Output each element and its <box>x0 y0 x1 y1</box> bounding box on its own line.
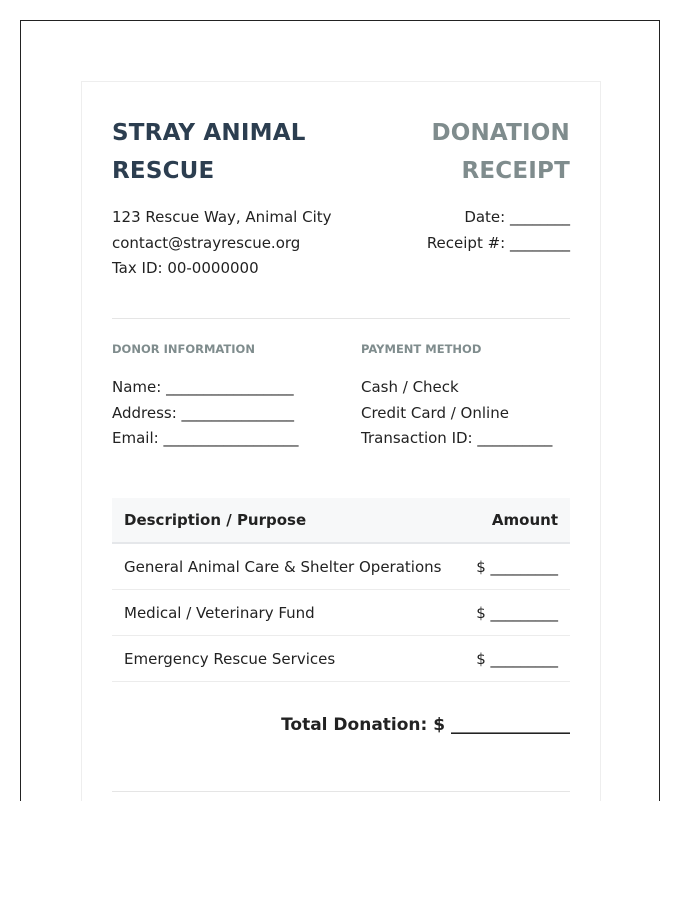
table-row <box>112 590 570 636</box>
table-row <box>112 636 570 682</box>
organization-details <box>112 205 332 282</box>
row-description: General Animal Care & Shelter Operations <box>124 557 442 576</box>
organization-name: STRAY ANIMAL RESCUE <box>112 120 306 184</box>
document-title: DONATION RECEIPT <box>431 120 570 184</box>
organization-email: contact@strayrescue.org <box>112 233 301 252</box>
row-description: Emergency Rescue Services <box>124 649 336 668</box>
table-header <box>112 498 570 544</box>
organization-tax-id: Tax ID: 00-0000000 <box>112 259 259 277</box>
payment-method-heading: PAYMENT METHOD <box>361 342 482 356</box>
donation-table <box>112 498 570 682</box>
payment-option-card: Credit Card / Online <box>361 403 509 422</box>
header-amount: Amount <box>491 511 558 529</box>
header-description: Description / Purpose <box>124 511 307 529</box>
donor-name-line: Name: _________________ <box>112 378 294 396</box>
payment-info <box>361 375 552 452</box>
total-donation: Total Donation: $ ______________ <box>281 715 570 735</box>
payment-option-cash: Cash / Check <box>361 378 459 396</box>
table-row <box>112 544 570 590</box>
donor-email-line: Email: __________________ <box>112 429 299 447</box>
receipt-date: Date: ________ <box>464 208 570 226</box>
donor-info-heading: DONOR INFORMATION <box>112 342 255 356</box>
donor-address-line: Address: _______________ <box>112 403 295 422</box>
row-amount: $ _________ <box>476 649 558 668</box>
divider <box>112 318 570 319</box>
receipt-number: Receipt #: ________ <box>426 233 570 252</box>
row-description: Medical / Veterinary Fund <box>124 603 315 622</box>
organization-address: 123 Rescue Way, Animal City <box>112 208 332 226</box>
row-amount: $ _________ <box>476 557 558 576</box>
donor-info <box>112 375 298 452</box>
row-amount: $ _________ <box>476 603 558 622</box>
divider <box>112 791 570 792</box>
transaction-id-line: Transaction ID: __________ <box>361 429 553 447</box>
receipt-meta <box>427 205 570 256</box>
